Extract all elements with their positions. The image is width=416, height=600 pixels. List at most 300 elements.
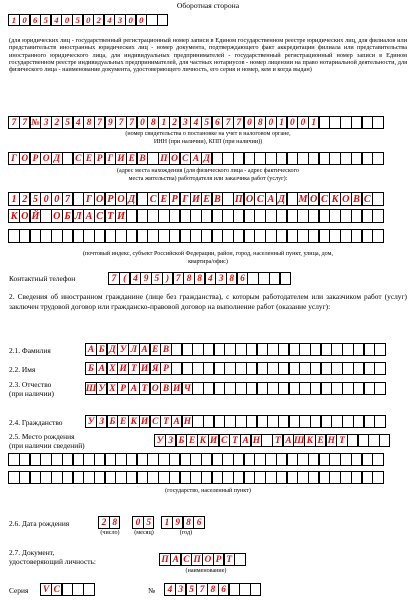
char-box [115, 453, 126, 466]
char-box [235, 415, 246, 428]
char-box [73, 192, 84, 206]
char-box: С [147, 192, 158, 206]
char-box [180, 471, 191, 484]
char-box [351, 152, 362, 165]
char-box: Д [51, 152, 62, 165]
surname-grid[interactable] [86, 343, 386, 356]
patronymic-grid[interactable] [86, 382, 386, 395]
dob-month-grid[interactable] [133, 516, 154, 529]
char-box [250, 583, 261, 596]
number-grid[interactable] [165, 583, 261, 596]
char-box: В [351, 192, 362, 206]
char-box [342, 343, 353, 356]
char-box: C [51, 583, 62, 596]
char-box: М [298, 193, 308, 205]
char-box [233, 152, 244, 165]
char-box: Ш [293, 435, 305, 446]
char-box: 9 [140, 272, 151, 285]
char-box [244, 152, 255, 165]
char-box: А [265, 192, 276, 206]
char-box [321, 362, 332, 375]
char-box: Г [180, 192, 191, 206]
char-box: А [190, 152, 201, 165]
char-box [329, 471, 340, 484]
char-box [368, 434, 379, 447]
char-box [115, 471, 126, 484]
char-box [265, 471, 276, 484]
char-box [319, 471, 330, 484]
char-box: 2 [93, 14, 104, 26]
char-box [278, 382, 289, 395]
char-box [342, 415, 353, 428]
char-box [40, 471, 51, 484]
char-box: Е [186, 434, 197, 447]
char-box [287, 192, 298, 206]
char-box: 8 [226, 272, 237, 285]
char-box [297, 152, 308, 165]
char-box [372, 453, 383, 466]
char-box [203, 343, 214, 356]
birthplace-grid-2[interactable] [9, 453, 384, 466]
char-box [190, 209, 201, 223]
char-box [362, 471, 373, 484]
char-box: 0 [125, 14, 136, 26]
char-box [62, 152, 73, 165]
char-box [244, 471, 255, 484]
char-box [372, 152, 383, 165]
char-box: Р [94, 152, 105, 165]
char-box: 1 [8, 192, 19, 206]
char-box [158, 229, 169, 243]
char-box [229, 583, 240, 596]
char-box: С [181, 553, 192, 566]
char-box [212, 209, 223, 223]
char-box [137, 453, 148, 466]
char-box: К [128, 415, 139, 428]
char-box: 2 [19, 192, 30, 206]
birthplace-grid-1[interactable] [155, 434, 390, 447]
char-box [319, 116, 330, 129]
reg-number-grid[interactable] [9, 14, 168, 26]
char-box: Е [158, 192, 169, 206]
birthplace-grid-3[interactable] [9, 471, 384, 484]
char-box [362, 209, 373, 223]
char-box [192, 415, 203, 428]
char-box: К [329, 192, 340, 206]
char-box [246, 343, 257, 356]
char-box: 1 [308, 116, 319, 129]
char-box [203, 415, 214, 428]
char-box: О [115, 192, 126, 206]
char-box: 0 [19, 14, 30, 26]
address-grid-2[interactable] [9, 209, 384, 223]
char-box [201, 471, 212, 484]
char-box [331, 343, 342, 356]
char-box [351, 229, 362, 243]
char-box [94, 453, 105, 466]
char-box: И [208, 434, 219, 447]
char-box [342, 362, 353, 375]
char-box: У [117, 343, 128, 356]
char-box: Т [272, 434, 283, 447]
char-box [201, 453, 212, 466]
phone-grid[interactable] [109, 272, 291, 285]
char-box: 7 [19, 116, 30, 129]
char-box [222, 192, 233, 206]
char-box: 7 [8, 116, 19, 129]
surname-label: 2.1. Фамилия [9, 346, 51, 355]
char-box: 8 [147, 116, 158, 129]
char-box: 6 [30, 14, 41, 26]
char-box: О [340, 192, 351, 206]
char-box: 3 [215, 272, 226, 285]
char-box: П [159, 553, 170, 566]
char-box [244, 229, 255, 243]
char-box [158, 453, 169, 466]
char-box: А [139, 343, 150, 356]
char-box [51, 471, 62, 484]
char-box [62, 583, 73, 596]
char-box [331, 415, 342, 428]
char-box [254, 152, 265, 165]
location-caption-1: (адрес места нахождения (для физического лица - адрес фактического [117, 168, 299, 174]
char-box [147, 229, 158, 243]
char-box [94, 229, 105, 243]
char-box [329, 116, 340, 129]
section2-heading: 2. Сведения об иностранном гражданине (лице без гражданства), с которым работодателем или заказчиком работ (услуг) заключен трудовой договор или гражданско-правовой договор на выполнение работ (оказание услуг): [9, 292, 407, 311]
char-box: 2 [51, 116, 62, 129]
char-box [258, 272, 269, 285]
char-box [192, 343, 203, 356]
char-box [310, 382, 321, 395]
char-box [171, 343, 182, 356]
char-box [235, 362, 246, 375]
char-box: 0 [265, 116, 276, 129]
char-box: 8 [183, 272, 194, 285]
char-box [276, 152, 287, 165]
char-box: Т [336, 434, 347, 447]
char-box [267, 343, 278, 356]
doc-label-2: удостоверяющий личность: [9, 557, 96, 566]
char-box [222, 453, 233, 466]
char-box [212, 229, 223, 243]
char-box: 0 [137, 116, 148, 129]
char-box: Л [73, 209, 84, 223]
char-box [137, 209, 148, 223]
char-box: С [180, 152, 191, 165]
char-box: 3 [180, 116, 191, 129]
reg-number-note: (для юридических лиц - государственный регистрационный номер записи в Едином государственном реестре юридических лиц, для филиалов или представительств иностранных юридических лиц - номер документа, подтверждающего факт аккредитации филиала или представительства иностранного юридического лица, для индивидуальных предпринимателей - государственный регистрационный номер записи в Едином государственном реестре индивидуальных предпринимателей, для частных нотариусов - номер лицензии на право нотариальной деятельности, для физического лица - наименование документа, удостоверяющего личность, его серия и номер, кем и когда выдан) [9, 37, 407, 74]
char-box [353, 415, 364, 428]
char-box [280, 272, 291, 285]
char-box: П [158, 152, 169, 165]
char-box: О [51, 209, 62, 223]
char-box [234, 553, 245, 566]
char-box [287, 209, 298, 223]
char-box: Й [31, 210, 40, 222]
location-caption-2: места жительства) работодателя или заказчика работ (услуг): [128, 176, 288, 182]
char-box [267, 362, 278, 375]
char-box: Г [8, 152, 19, 165]
char-box [169, 229, 180, 243]
char-box [299, 362, 310, 375]
char-box [374, 382, 385, 395]
address-caption-2: квартира/офис) [188, 259, 228, 265]
char-box [146, 14, 157, 26]
char-box: Н [182, 415, 193, 428]
char-box [254, 209, 265, 223]
char-box [257, 343, 268, 356]
char-box: 5 [151, 272, 162, 285]
char-box: Е [126, 152, 137, 165]
char-box: И [117, 210, 125, 222]
char-box [169, 209, 180, 223]
dob-year-caption: (год) [179, 530, 193, 536]
char-box [180, 453, 191, 466]
char-box [299, 343, 310, 356]
char-box: 4 [73, 116, 84, 129]
char-box: Д [126, 192, 137, 206]
char-box: С [73, 152, 84, 165]
char-box [126, 471, 137, 484]
char-box [362, 453, 373, 466]
char-box [8, 453, 19, 466]
char-box: 0 [40, 192, 51, 206]
char-box: У [96, 382, 107, 395]
dob-year-grid[interactable] [162, 516, 205, 529]
char-box [362, 116, 373, 129]
char-box [235, 343, 246, 356]
char-box [94, 471, 105, 484]
char-box [105, 471, 116, 484]
char-box: И [171, 382, 182, 395]
char-box [329, 209, 340, 223]
char-box: ) [162, 272, 173, 285]
char-box: Т [139, 382, 150, 395]
char-box [73, 229, 84, 243]
char-box: 9 [105, 116, 116, 129]
char-box [233, 209, 244, 223]
char-box: № [31, 117, 40, 128]
char-box: 4 [164, 583, 175, 596]
char-box [364, 343, 375, 356]
char-box: 7 [222, 116, 233, 129]
char-box [40, 229, 51, 243]
char-box [287, 453, 298, 466]
char-box: Е [83, 152, 94, 165]
char-box [340, 209, 351, 223]
char-box: 0 [61, 14, 72, 26]
char-box [265, 453, 276, 466]
char-box [137, 471, 148, 484]
char-box: 1 [161, 516, 172, 529]
char-box [254, 229, 265, 243]
char-box: 0 [132, 516, 143, 529]
char-box [353, 343, 364, 356]
char-box [310, 415, 321, 428]
char-box: А [85, 343, 96, 356]
char-box: 5 [62, 116, 73, 129]
char-box [214, 415, 225, 428]
char-box: С [219, 434, 230, 447]
char-box: А [170, 553, 181, 566]
char-box [235, 382, 246, 395]
char-box [289, 362, 300, 375]
name-grid[interactable] [86, 362, 386, 375]
char-box: О [19, 152, 30, 165]
char-box [19, 229, 30, 243]
char-box [190, 453, 201, 466]
number-label: № [148, 586, 156, 595]
char-box [297, 453, 308, 466]
char-box: И [139, 415, 150, 428]
char-box: 5 [30, 192, 41, 206]
tax-cert-grid[interactable] [9, 116, 384, 129]
char-box [372, 229, 383, 243]
char-box [233, 453, 244, 466]
char-box: У [154, 434, 165, 447]
char-box: Б [176, 434, 187, 447]
char-box [340, 471, 351, 484]
char-box: П [234, 193, 243, 205]
char-box: З [96, 415, 107, 428]
char-box: Д [107, 343, 118, 356]
char-box: К [197, 434, 208, 447]
char-box [321, 382, 332, 395]
char-box: 7 [94, 116, 105, 129]
char-box [224, 382, 235, 395]
char-box [257, 415, 268, 428]
char-box [254, 453, 265, 466]
char-box [72, 583, 83, 596]
char-box [299, 382, 310, 395]
char-box [289, 343, 300, 356]
char-box: В [137, 152, 148, 165]
series-grid[interactable] [41, 583, 95, 596]
doc-name-grid[interactable] [160, 553, 246, 566]
char-box [222, 209, 233, 223]
char-box: 4 [104, 14, 115, 26]
char-box: В [160, 382, 171, 395]
char-box [147, 453, 158, 466]
char-box [329, 453, 340, 466]
char-box [222, 229, 233, 243]
char-box: Т [160, 415, 171, 428]
char-box: 1 [276, 116, 287, 129]
char-box [364, 382, 375, 395]
char-box: 6 [237, 272, 248, 285]
char-box: 7 [196, 583, 207, 596]
char-box [171, 362, 182, 375]
dob-day-grid[interactable] [99, 516, 120, 529]
char-box: О [308, 192, 319, 206]
char-box [62, 453, 73, 466]
char-box [222, 152, 233, 165]
char-box: С [319, 192, 330, 206]
char-box [374, 362, 385, 375]
char-box [147, 471, 158, 484]
char-box [319, 229, 330, 243]
char-box: 6 [193, 516, 204, 529]
char-box: 7 [233, 116, 244, 129]
char-box: 1 [8, 14, 19, 26]
tax-caption-1: (номер свидетельства о постановке на учет в налоговом органе, [125, 131, 291, 137]
char-box: И [139, 362, 150, 375]
char-box: 7 [62, 192, 73, 206]
char-box: 9 [172, 516, 183, 529]
char-box [331, 362, 342, 375]
char-box: 4 [51, 14, 62, 26]
char-box: 4 [130, 272, 141, 285]
char-box [40, 209, 51, 223]
char-box: ( [119, 272, 130, 285]
char-box [372, 209, 383, 223]
char-box [297, 209, 308, 223]
char-box [358, 434, 369, 447]
char-box [19, 471, 30, 484]
char-box: Е [201, 192, 212, 206]
char-box: И [115, 152, 126, 165]
char-box: П [191, 553, 202, 566]
char-box [353, 382, 364, 395]
char-box: К [8, 209, 19, 223]
address-grid-1[interactable] [9, 192, 384, 206]
char-box [329, 152, 340, 165]
char-box: Ч [182, 382, 193, 395]
char-box: 4 [205, 272, 216, 285]
char-box [214, 362, 225, 375]
char-box [182, 362, 193, 375]
char-box: Е [150, 343, 161, 356]
char-box [201, 229, 212, 243]
char-box [246, 382, 257, 395]
char-box [340, 229, 351, 243]
char-box [364, 415, 375, 428]
char-box [233, 229, 244, 243]
address-caption-1: (почтовый индекс, субъект Российской Федерации, район, город, населенный пункт, улица, дом, [83, 251, 333, 257]
location-grid[interactable] [9, 152, 384, 165]
char-box: О [40, 152, 51, 165]
char-box [246, 362, 257, 375]
address-grid-3[interactable] [9, 229, 384, 243]
char-box [214, 382, 225, 395]
char-box [297, 229, 308, 243]
char-box: 5 [40, 14, 51, 26]
char-box: 8 [83, 116, 94, 129]
char-box [8, 471, 19, 484]
char-box [351, 209, 362, 223]
char-box [319, 453, 330, 466]
char-box: 0 [297, 116, 308, 129]
char-box: Г [83, 192, 94, 206]
char-box [157, 14, 168, 26]
char-box [73, 453, 84, 466]
char-box: Р [213, 553, 224, 566]
char-box [224, 362, 235, 375]
char-box [73, 471, 84, 484]
birthplace-label-1: 2.5. Место рождения [9, 432, 75, 441]
char-box [321, 343, 332, 356]
char-box: Е [117, 415, 128, 428]
char-box [115, 229, 126, 243]
citizenship-grid[interactable] [86, 415, 386, 428]
char-box: З [165, 434, 176, 447]
char-box [212, 453, 223, 466]
char-box [362, 229, 373, 243]
char-box: У [85, 415, 96, 428]
char-box: К [304, 434, 315, 447]
char-box [265, 229, 276, 243]
